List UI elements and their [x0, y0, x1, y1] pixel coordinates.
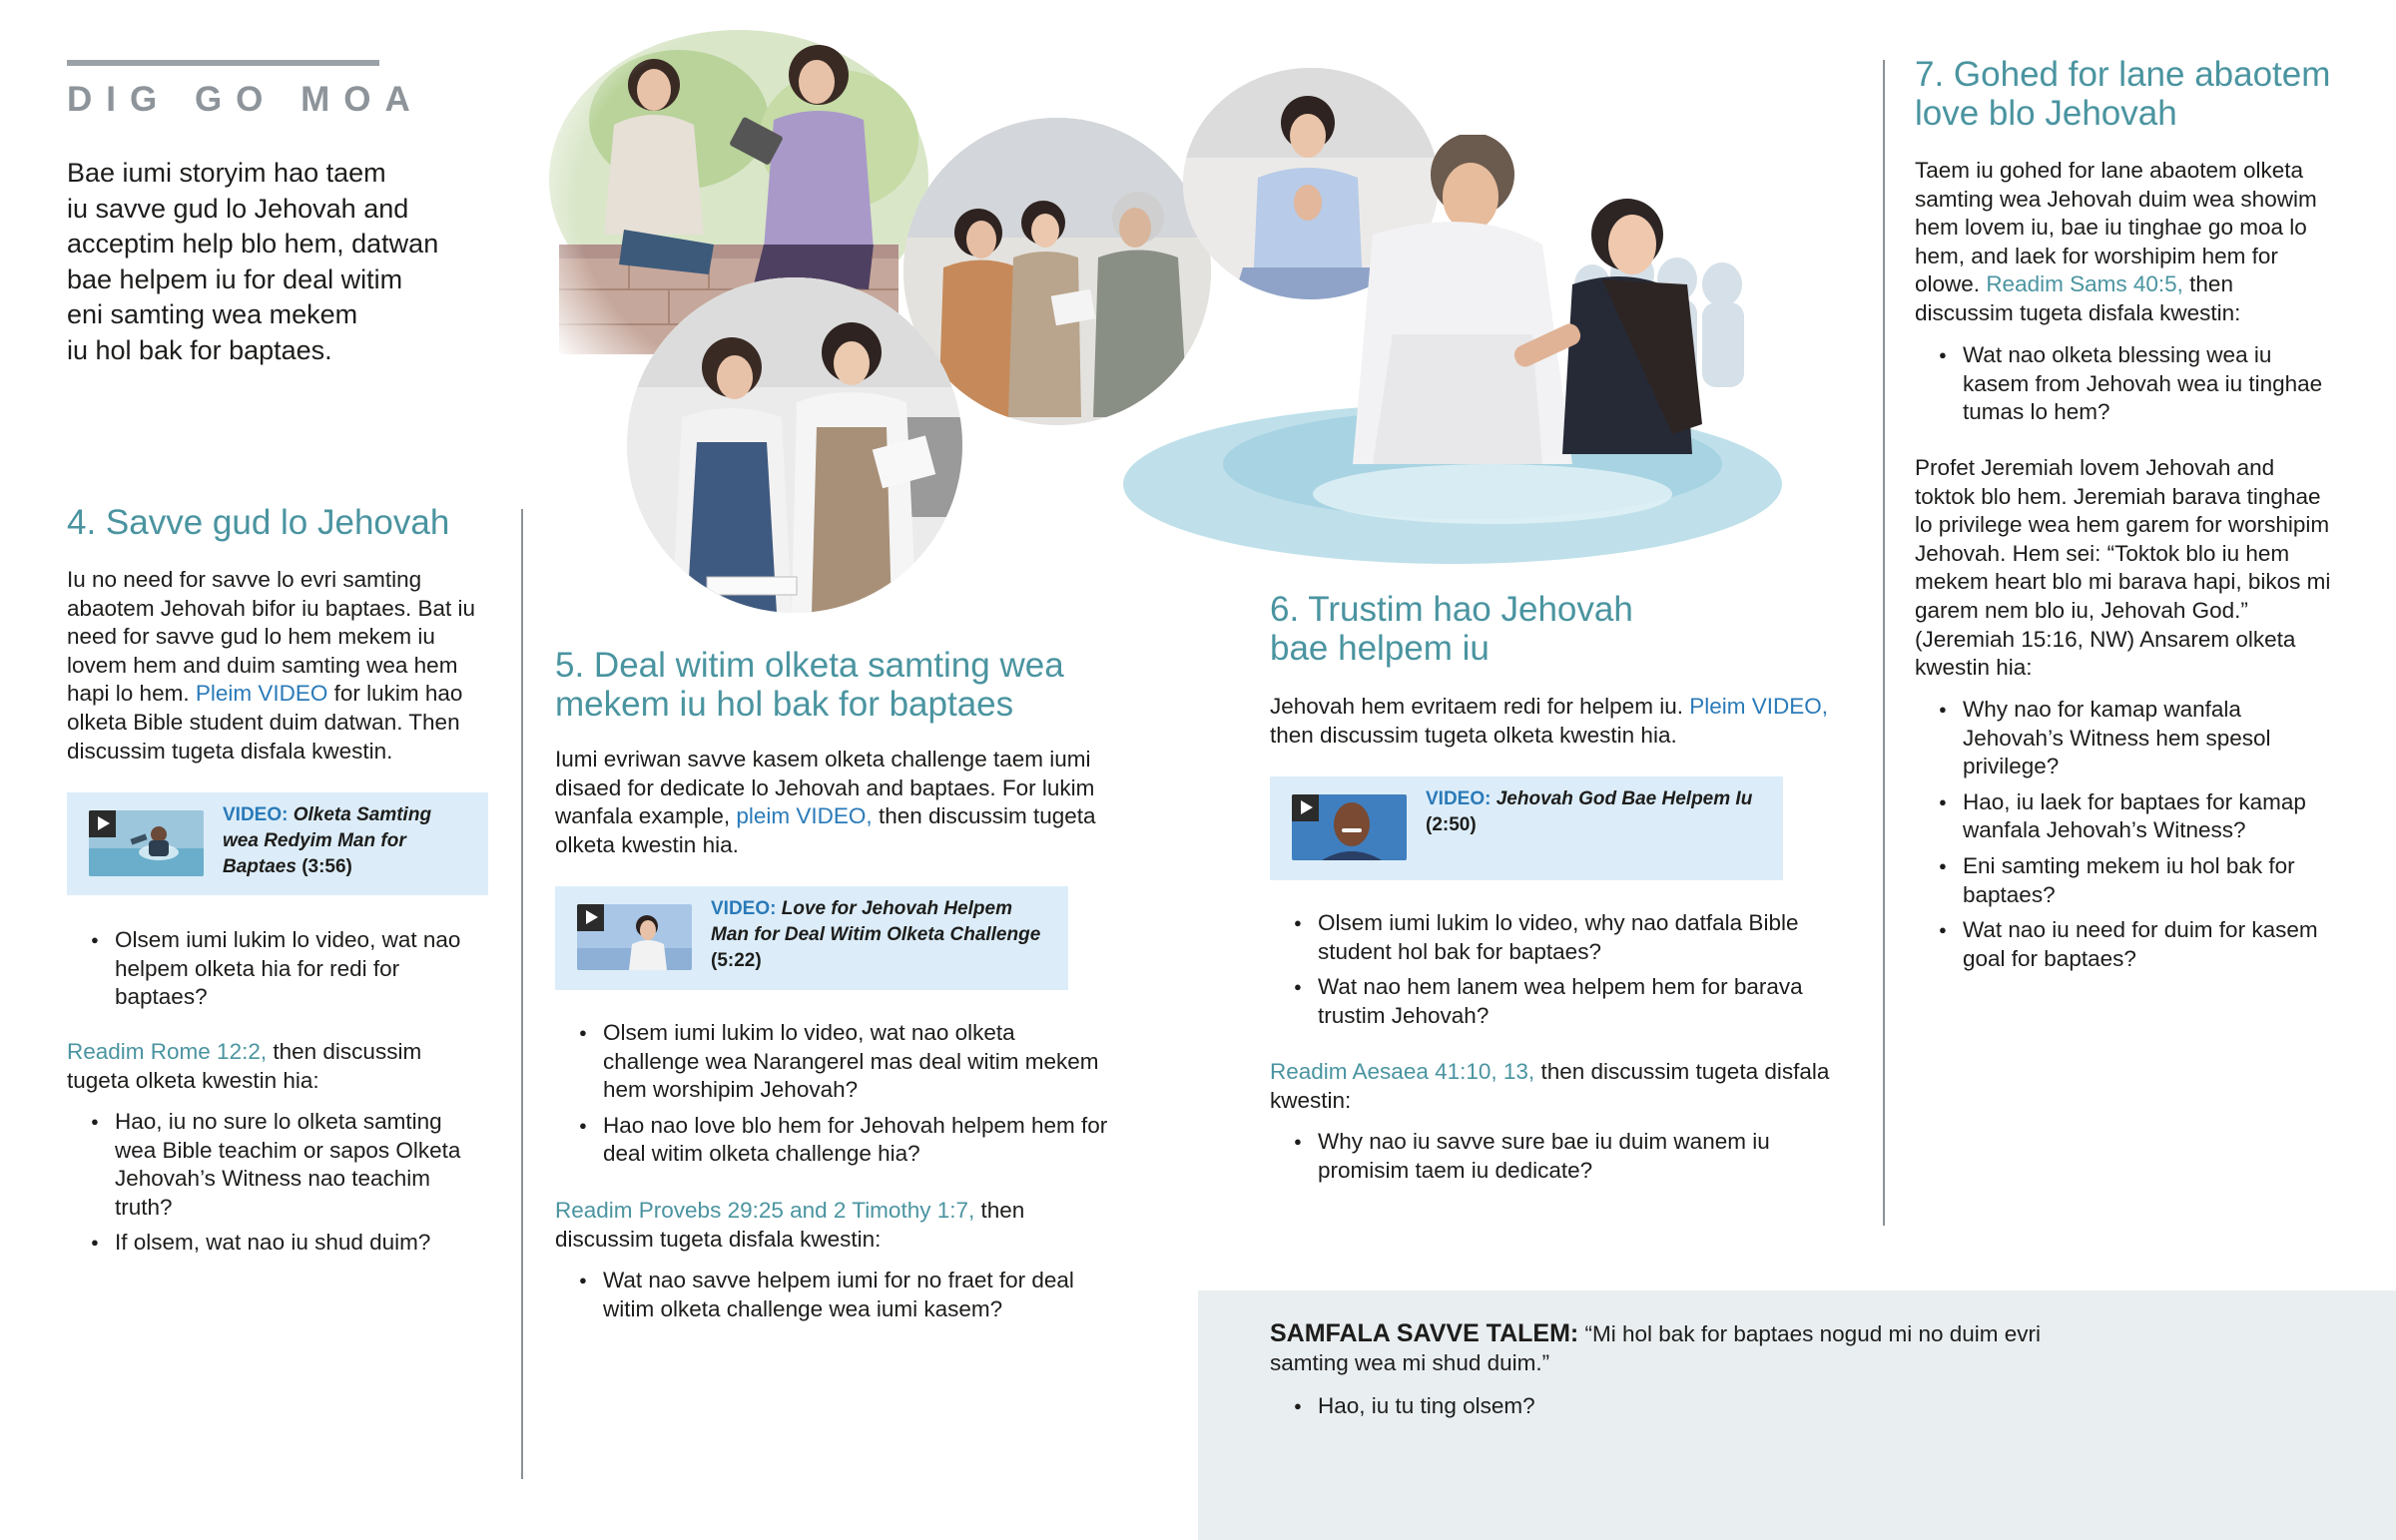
- header-rule: [67, 60, 379, 66]
- section-7-para2: Profet Jeremiah lovem Jehovah and toktok blo hem. Jeremiah barava tinghae lo privilege wea hem garem for worshipim Jehovah. Hem sei: “Toktok blo iu hem mekem heart blo mi barava hapi, bikos mi garem nem blo iu, Jehovah God.” (Jeremiah 15:16, NW) Ansarem olketa kwestin hia:: [1915, 455, 2331, 681]
- section-4-body: Iu no need for savve lo evri samting abaotem Jehovah bifor iu baptaes. Bat iu need for savve gud lo hem mekem iu lovem hem and duim samting wea hem hapi lo hem. Pleim VIDEO for lukim hao olketa Bible student duim datwan. Then discussim tugeta disfala kwestin.: [67, 567, 476, 764]
- section-7-body: Taem iu gohed for lane abaotem olketa samting wea Jehovah duim wea showim hem lovem iu, bae iu tinghae go moa lo hem, and laek for worshipim hem for olowe. Readim Sams 40:5, then discussim tugeta disfala kwestin:: [1915, 158, 2317, 325]
- video-caption: VIDEO: Jehovah God Bae Helpem Iu (2:50): [1426, 788, 1753, 835]
- section-7-questions-b: [1915, 696, 2344, 980]
- illustration-workplace: [627, 277, 962, 613]
- section-6-readim: Readim Aesaea 41:10, 13, then discussim tugeta disfala kwestin:: [1270, 1059, 1830, 1113]
- video-thumbnail[interactable]: [89, 810, 204, 876]
- video-card[interactable]: [555, 886, 1068, 990]
- column-divider: [1883, 60, 1885, 1226]
- video-thumbnail[interactable]: [577, 904, 692, 970]
- samfala-label: SAMFALA SAVVE TALEM:: [1270, 1319, 1579, 1347]
- list-item: ● Wat nao iu need for duim for kasem goal for baptaes?: [1915, 916, 2344, 973]
- list-item: ● Hao, iu laek for baptaes for kamap wanfala Jehovah’s Witness?: [1915, 788, 2344, 845]
- column-divider: [521, 509, 523, 1479]
- list-item: ● Hao nao love blo hem for Jehovah helpem hem for deal witim olketa challenge hia?: [555, 1112, 1114, 1169]
- section-5-questions-a: [555, 1019, 1114, 1176]
- illustration-baptism: [1073, 135, 1782, 579]
- section-4-heading: 4. Savve gud lo Jehovah: [67, 503, 450, 542]
- scripture-ref: Readim Sams 40:5,: [1986, 271, 2183, 297]
- list-item: ● Olsem iumi lukim lo video, why nao datfala Bible student hol bak for baptaes?: [1270, 909, 1829, 966]
- list-item: ● If olsem, wat nao iu shud duim?: [67, 1229, 486, 1258]
- section-7-questions-a: [1915, 341, 2334, 434]
- section-5-body: Iumi evriwan savve kasem olketa challenge taem iumi disaed for dedicate lo Jehovah and baptaes. For lukim wanfala example, pleim VIDEO, then discussim tugeta olketa kwestin hia.: [555, 747, 1096, 857]
- section-5-heading: 5. Deal witim olketa samting wea mekem iu hol bak for baptaes: [555, 646, 1064, 724]
- list-item: ● Olsem iumi lukim lo video, wat nao helpem olketa hia for redi for baptaes?: [67, 926, 486, 1012]
- section-5-readim: Readim Provebs 29:25 and 2 Timothy 1:7, then discussim tugeta disfala kwestin:: [555, 1198, 1025, 1252]
- list-item: ● Wat nao savve helpem iumi for no fraet for deal witim olketa challenge wea iumi kasem?: [555, 1267, 1114, 1323]
- section-4-questions-a: [67, 926, 486, 1019]
- list-item: ● Why nao for kamap wanfala Jehovah’s Witness hem spesol privilege?: [1915, 696, 2344, 781]
- play-video-link[interactable]: pleim VIDEO,: [736, 803, 873, 829]
- list-item: ● Eni samting mekem iu hol bak for baptaes?: [1915, 852, 2344, 909]
- video-caption: VIDEO: Olketa Samting wea Redyim Man for Baptaes (3:56): [223, 804, 432, 877]
- play-video-link[interactable]: Pleim VIDEO: [195, 681, 328, 707]
- play-icon[interactable]: [1292, 794, 1319, 821]
- scripture-ref: Readim Rome 12:2,: [67, 1039, 268, 1064]
- section-6-body: Jehovah hem evritaem redi for helpem iu. Pleim VIDEO, then discussim tugeta olketa kwestin hia.: [1270, 694, 1829, 748]
- section-6-heading: 6. Trustim hao Jehovah bae helpem iu: [1270, 590, 1633, 668]
- video-caption: VIDEO: Love for Jehovah Helpem Man for Deal Witim Olketa Challenge (5:22): [711, 898, 1041, 971]
- scripture-ref: Readim Provebs 29:25 and 2 Timothy 1:7,: [555, 1198, 975, 1223]
- intro-text: Bae iumi storyim hao taem iu savve gud lo Jehovah and acceptim help blo hem, datwan bae helpem iu for deal witim eni samting wea mekem iu hol bak for baptaes.: [67, 158, 439, 365]
- list-item: ● Why nao iu savve sure bae iu duim wanem iu promisim taem iu dedicate?: [1270, 1128, 1829, 1185]
- play-icon[interactable]: [577, 904, 604, 931]
- video-card[interactable]: [1270, 776, 1783, 880]
- samfala-text: SAMFALA SAVVE TALEM: “Mi hol bak for baptaes nogud mi no duim evri samting wea mi shud duim.”: [1270, 1319, 2042, 1375]
- list-item: ● Hao, iu tu ting olsem?: [1270, 1392, 2029, 1421]
- section-4-readim: Readim Rome 12:2, then discussim tugeta olketa kwestin hia:: [67, 1039, 422, 1093]
- page-title: DIG GO MOA: [67, 80, 424, 119]
- section-6-questions-b: [1270, 1128, 1829, 1192]
- section-5-questions-b: [555, 1267, 1114, 1330]
- section-7-heading: 7. Gohed for lane abaotem love blo Jehovah: [1915, 55, 2331, 133]
- samfala-questions: [1270, 1392, 2029, 1428]
- list-item: ● Wat nao hem lanem wea helpem hem for barava trustim Jehovah?: [1270, 973, 1829, 1030]
- list-item: ● Olsem iumi lukim lo video, wat nao olketa challenge wea Narangerel mas deal witim mekem hem worshipim Jehovah?: [555, 1019, 1114, 1105]
- section-6-questions-a: [1270, 909, 1829, 1037]
- video-thumbnail[interactable]: [1292, 794, 1407, 860]
- scripture-ref: Readim Aesaea 41:10, 13,: [1270, 1059, 1535, 1084]
- section-4-questions-b: [67, 1108, 486, 1265]
- play-video-link[interactable]: Pleim VIDEO,: [1689, 694, 1829, 719]
- video-card[interactable]: [67, 792, 488, 895]
- play-icon[interactable]: [89, 810, 116, 837]
- list-item: ● Hao, iu no sure lo olketa samting wea Bible teachim or sapos Olketa Jehovah’s Witness nao teachim truth?: [67, 1108, 486, 1222]
- list-item: ● Wat nao olketa blessing wea iu kasem from Jehovah wea iu tinghae tumas lo hem?: [1915, 341, 2334, 427]
